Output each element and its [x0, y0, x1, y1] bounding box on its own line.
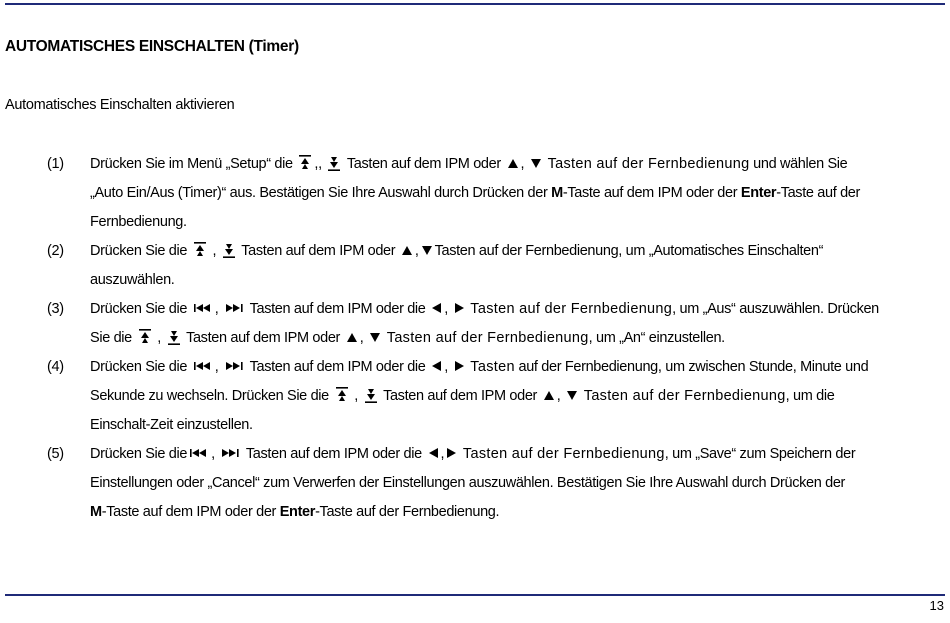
step-line [90, 382, 950, 411]
step-text: , [556, 388, 561, 404]
step-text: , [444, 359, 448, 375]
step-text: , [359, 330, 364, 346]
step-text: Drücken Sie die [90, 243, 188, 259]
step-text: , um „Aus“ auszuwählen. Drücken [672, 301, 879, 317]
step-text: , um „An“ einzustellen. [588, 330, 725, 346]
ipm-next-icon [224, 302, 244, 314]
step-4 [0, 353, 950, 440]
step-line [90, 266, 950, 295]
step-number: (4) [47, 359, 64, 375]
step-text: , [211, 446, 215, 462]
step-text: , [440, 446, 445, 462]
step-line [90, 150, 950, 179]
ipm-down-icon [364, 386, 378, 404]
step-number: (5) [47, 446, 64, 462]
step-line [90, 324, 950, 353]
step-number: (1) [47, 156, 64, 172]
remote-left-triangle-icon [431, 302, 442, 314]
remote-up-triangle-icon [401, 245, 413, 256]
ipm-down-icon [167, 328, 181, 346]
step-text: Sekunde zu wechseln. Drücken Sie die [90, 388, 329, 404]
ipm-down-icon [222, 241, 236, 259]
step-text: Drücken Sie die [90, 446, 188, 462]
step-text: Fernbedienung. [90, 214, 187, 230]
step-text: -Taste auf dem IPM oder der [562, 185, 738, 201]
page-number: 13 [929, 598, 944, 613]
remote-up-triangle-icon [507, 158, 519, 169]
step-line [90, 498, 950, 527]
remote-left-triangle-icon [428, 447, 439, 459]
step-text: Einschalt-Zeit einzustellen. [90, 417, 253, 433]
step-text: Tasten auf dem IPM oder die [249, 301, 426, 317]
step-text: , [520, 156, 525, 172]
step-text: , [214, 301, 219, 317]
step-text: Tasten auf der Fernbedienung [547, 156, 750, 172]
step-text: Tasten auf dem IPM oder [186, 330, 341, 346]
step-text: , [157, 330, 161, 346]
ipm-prev-icon [189, 447, 209, 459]
step-text: Tasten auf der Fernbedienung [386, 330, 589, 346]
step-text: auszuwählen. [90, 272, 175, 288]
step-text: , [444, 301, 448, 317]
step-text: -Taste auf der Fernbedienung. [315, 504, 500, 520]
step-text: Tasten auf der Fernbedienung [462, 446, 665, 462]
step-text: Tasten auf der Fernbedienung, um „Automatisches Einschalten“ [434, 243, 824, 259]
step-text: Tasten auf der Fernbedienung [583, 388, 786, 404]
step-text: Drücken Sie die [90, 359, 188, 375]
step-5 [0, 440, 950, 527]
step-text: Tasten auf dem IPM oder [346, 156, 501, 172]
step-text: , um „Save“ zum Speichern der [664, 446, 856, 462]
step-line [90, 237, 950, 266]
remote-down-triangle-icon [566, 390, 578, 401]
remote-down-triangle-icon [421, 245, 433, 256]
step-text: Tasten auf dem IPM oder die [245, 446, 422, 462]
ipm-next-icon [220, 447, 240, 459]
step-text: auf der Fernbedienung, um zwischen Stunde, Minute und [518, 359, 869, 375]
step-text: Einstellungen oder „Cancel“ zum Verwerfen der Einstellungen auszuwählen. Bestätigen Sie Ihre Auswahl durch Drücken der [90, 475, 846, 491]
section-subtitle: Automatisches Einschalten aktivieren [5, 97, 235, 113]
step-text: , [354, 388, 358, 404]
step-text: , [212, 243, 217, 259]
step-text: , um die [785, 388, 835, 404]
step-line [90, 295, 950, 324]
ipm-down-icon [327, 154, 341, 172]
top-rule [5, 3, 945, 5]
remote-down-triangle-icon [369, 332, 381, 343]
step-text: und wählen Sie [753, 156, 848, 172]
m-key-label: M [90, 504, 102, 520]
step-line [90, 440, 950, 469]
section-title: AUTOMATISCHES EINSCHALTEN (Timer) [5, 38, 299, 55]
enter-key-label: Enter [279, 504, 316, 520]
remote-right-triangle-icon [454, 302, 465, 314]
step-text: Tasten auf der Fernbedienung [470, 301, 673, 317]
step-text: „Auto Ein/Aus (Timer)“ aus. Bestätigen Sie Ihre Auswahl durch Drücken der [90, 185, 548, 201]
step-text: Tasten [470, 359, 515, 375]
step-number: (2) [47, 243, 64, 259]
step-line [90, 411, 950, 440]
bottom-rule [5, 594, 945, 596]
step-line [90, 179, 950, 208]
step-text: , [414, 243, 419, 259]
step-text: ,, [314, 156, 322, 172]
ipm-next-icon [224, 360, 244, 372]
step-text: , [214, 359, 219, 375]
step-1 [0, 150, 950, 237]
step-3 [0, 295, 950, 353]
remote-up-triangle-icon [346, 332, 358, 343]
step-line [90, 208, 950, 237]
remote-down-triangle-icon [530, 158, 542, 169]
remote-right-triangle-icon [454, 360, 465, 372]
step-line [90, 469, 950, 498]
ipm-prev-icon [193, 302, 213, 314]
ipm-up-icon [138, 328, 152, 346]
step-text: Sie die [90, 330, 132, 346]
remote-left-triangle-icon [431, 360, 442, 372]
step-text: Tasten auf dem IPM oder die [249, 359, 426, 375]
ipm-prev-icon [193, 360, 213, 372]
steps-list [0, 150, 950, 527]
remote-right-triangle-icon [446, 447, 457, 459]
step-text: Drücken Sie die [90, 301, 188, 317]
remote-up-triangle-icon [543, 390, 555, 401]
step-text: Tasten auf dem IPM oder [241, 243, 396, 259]
m-key-label: M [551, 185, 563, 201]
ipm-up-icon [193, 241, 207, 259]
step-text: Drücken Sie im Menü „Setup“ die [90, 156, 293, 172]
ipm-up-icon [298, 154, 312, 172]
enter-key-label: Enter [740, 185, 777, 201]
step-text: -Taste auf der [776, 185, 860, 201]
step-text: Tasten auf dem IPM oder [383, 388, 538, 404]
ipm-up-icon [335, 386, 349, 404]
step-text: -Taste auf dem IPM oder der [101, 504, 277, 520]
step-number: (3) [47, 301, 64, 317]
step-2 [0, 237, 950, 295]
step-line [90, 353, 950, 382]
